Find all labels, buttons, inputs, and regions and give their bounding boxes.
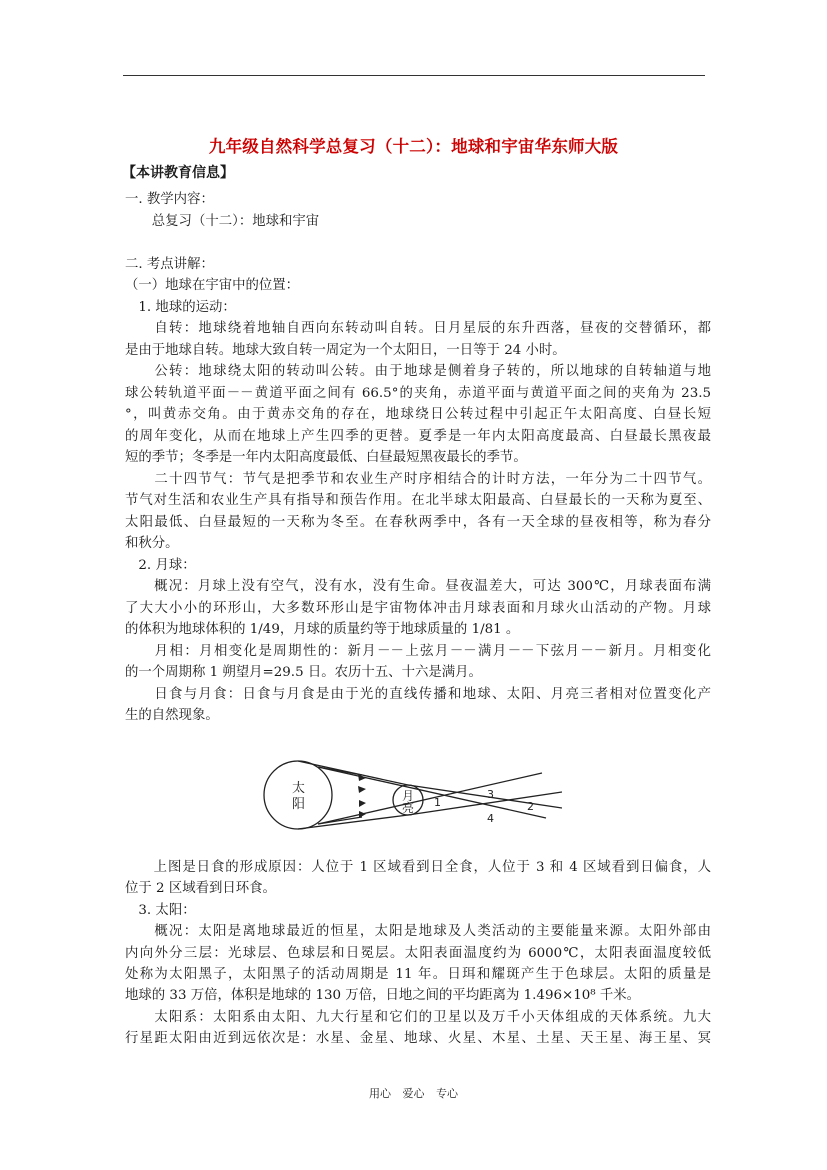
body-line: 1. 地球的运动： xyxy=(125,299,236,315)
region-label: 4 xyxy=(487,812,494,825)
tangent-ray xyxy=(408,792,562,815)
info-heading: 【本讲教育信息】 xyxy=(122,165,234,181)
body-line: 地球的 33 万倍，体积是地球的 130 万倍，日地之间的平均距离为 1.496×10⁸ 千米。 xyxy=(125,988,641,1004)
body-line: 上图是日食的形成原因：人位于 1 区域看到日全食，人位于 3 和 4 区域看到日偏食，人 xyxy=(125,860,711,875)
body-line: 位于 2 区域看到日环食。 xyxy=(125,881,276,897)
inner-ray xyxy=(318,817,362,824)
body-line: 自转：地球绕着地轴自西向东转动叫自转。日月星辰的东升西落，昼夜的交替循环，都 xyxy=(125,321,711,336)
body-line: °，叫黄赤交角。由于黄赤交角的存在，地球绕日公转过程中引起正午太阳高度、白昼长短 xyxy=(125,407,711,422)
body-line: 日食与月食：日食与月食是由于光的直线传播和地球、太阳、月亮三者相对位置变化产 xyxy=(125,686,711,702)
body-line: 的一个周期称 1 朔望月=29.5 日。农历十五、十六是满月。 xyxy=(125,665,482,680)
body-line: 概况：太阳是离地球最近的恒星，太阳是地球及人类活动的主要能量来源。太阳外部由 xyxy=(125,924,711,940)
body-line: 是由于地球自转。地球大致自转一周定为一个太阳日，一日等于 24 小时。 xyxy=(125,342,566,358)
region-label: 3 xyxy=(487,788,494,801)
moon-label: 月 xyxy=(402,789,415,803)
body-line: 短的季节；冬季是一年内太阳高度最低、白昼最短黑夜最长的季节。 xyxy=(125,450,527,465)
body-line: 的周年变化，从而在地球上产生四季的更替。夏季是一年内太阳高度最高、白昼最长黑夜最 xyxy=(125,428,711,444)
body-line: 月相：月相变化是周期性的：新月－－上弦月－－满月－－下弦月－－新月。月相变化 xyxy=(125,643,711,659)
body-line: 总复习（十二）：地球和宇宙 xyxy=(125,213,320,229)
body-line: 行星距太阳由近到远依次是：水星、金星、地球、火星、木星、土星、天王星、海王星、冥 xyxy=(125,1031,711,1047)
body-line: 球公转轨道平面－－黄道平面之间有 66.5°的夹角，赤道平面与黄道平面之间的夹角为 23.5 xyxy=(125,385,711,401)
body-line: 公转：地球绕太阳的转动叫公转。由于地球是侧着身子转的，所以地球的自转轴道与地 xyxy=(125,364,711,379)
body-line: （一）地球在宇宙中的位置： xyxy=(125,278,300,293)
body-line: 太阳最低、白昼最短的一天称为冬至。在春秋两季中，各有一天全球的昼夜相等，称为春分 xyxy=(125,514,711,530)
solar-eclipse-diagram xyxy=(262,748,562,848)
body-line: 3. 太阳： xyxy=(125,902,196,918)
body-line: 太阳系：太阳系由太阳、九大行星和它们的卫星以及万千小天体组成的天体系统。九大 xyxy=(125,1009,711,1025)
body-line: 二. 考点讲解： xyxy=(125,256,214,272)
header-rule xyxy=(123,75,705,76)
body-line: 一. 教学内容： xyxy=(125,192,214,207)
body-line: 处称为太阳黑子，太阳黑子的活动周期是 11 年。日珥和耀斑产生于色球层。太阳的质量是 xyxy=(125,967,711,982)
ray-arrows xyxy=(358,774,366,818)
body-line: 节气对生活和农业生产具有指导和预告作用。在北半球太阳最高、白昼最长的一天称为夏至、 xyxy=(125,493,711,508)
body-line: 的体积为地球体积的 1/49，月球的质量约等于地球质量的 1/81 。 xyxy=(125,622,520,637)
tangent-ray xyxy=(298,815,408,829)
body-line: 和秋分。 xyxy=(125,536,179,551)
body-line: 了大大小小的环形山，大多数环形山是宇宙物体冲击月球表面和月球火山活动的产物。月球 xyxy=(125,600,711,616)
body-line: 概况：月球上没有空气，没有水，没有生命。昼夜温差大，可达 300℃，月球表面布满 xyxy=(125,579,711,594)
cross-ray xyxy=(318,773,542,824)
sun-label: 太 xyxy=(292,781,306,796)
body-line: 二十四节气：节气是把季节和农业生产时序相结合的计时方法，一年分为二十四节气。 xyxy=(125,471,711,487)
sun-label: 阳 xyxy=(292,797,306,812)
page-title: 九年级自然科学总复习（十二）：地球和宇宙华东师大版 xyxy=(208,137,619,156)
body-line: 生的自然现象。 xyxy=(125,708,219,723)
cross-ray xyxy=(318,767,546,818)
page-footer: 用心 爱心 专心 xyxy=(369,1087,458,1100)
body-line: 2. 月球： xyxy=(125,557,196,573)
body-line: 内向外分三层：光球层、色球层和日冕层。太阳表面温度约为 6000℃，太阳表面温度较低 xyxy=(125,945,711,961)
region-label: 1 xyxy=(434,796,441,809)
moon-label: 亮 xyxy=(402,801,415,815)
region-label: 2 xyxy=(527,800,534,813)
